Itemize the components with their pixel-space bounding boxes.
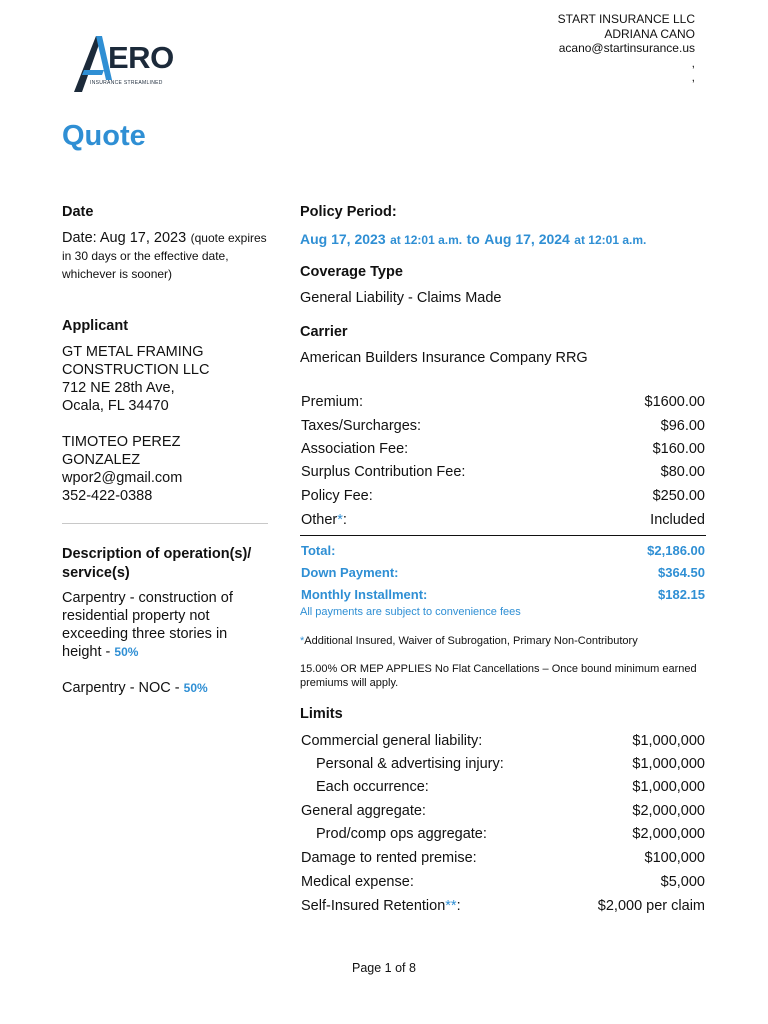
limit-value: $100,000 <box>644 850 705 866</box>
coverage-value: General Liability - Claims Made <box>300 290 502 306</box>
fee-row-association <box>301 441 705 457</box>
fee-value: $80.00 <box>660 464 705 480</box>
operation-text: Carpentry - NOC - <box>62 680 180 696</box>
contact-line: GONZALEZ <box>62 452 141 468</box>
other-label: Other <box>301 512 338 528</box>
carrier-heading: Carrier <box>300 324 348 340</box>
limit-label <box>301 898 461 914</box>
fee-label: Policy Fee: <box>301 488 373 504</box>
footnote-star: * <box>300 635 305 647</box>
policy-end: Aug 17, 2024 <box>484 231 570 247</box>
limit-value: $2,000 per claim <box>597 898 705 914</box>
policy-period-heading: Policy Period: <box>300 204 397 220</box>
agency-block <box>558 12 695 85</box>
applicant-line: 712 NE 28th Ave, <box>62 380 175 396</box>
limit-row <box>301 733 705 749</box>
limit-label: Each occurrence: <box>316 779 429 795</box>
total-row <box>301 543 705 558</box>
aero-logo <box>72 34 182 94</box>
limit-value: $1,000,000 <box>632 779 705 795</box>
agency-email: acano@startinsurance.us <box>558 41 695 55</box>
page-number: Page 1 of 8 <box>352 961 416 975</box>
total-value: $2,186.00 <box>647 543 705 558</box>
limit-value: $5,000 <box>660 874 705 890</box>
monthly-installment-value: $182.15 <box>658 587 705 602</box>
operation-item <box>62 589 262 661</box>
applicant-contact <box>62 433 272 505</box>
operation-text: Carpentry - construction of residential property not exceeding three stories in height - <box>62 590 233 660</box>
limit-label: Commercial general liability: <box>301 733 483 749</box>
sir-colon: : <box>456 898 461 914</box>
operations-heading: Description of operation(s)/ service(s) <box>62 546 252 581</box>
limit-value: $1,000,000 <box>632 756 705 772</box>
policy-to: to <box>466 231 480 247</box>
applicant-line: Ocala, FL 34470 <box>62 398 169 414</box>
down-payment-row <box>301 565 705 580</box>
fee-value: $96.00 <box>660 418 705 434</box>
fee-row-other <box>301 512 705 528</box>
fee-value: Included <box>650 512 705 528</box>
applicant-address <box>62 343 272 415</box>
limit-label: Personal & advertising injury: <box>316 756 504 772</box>
limit-row <box>301 850 705 866</box>
fee-label: Taxes/Surcharges: <box>301 418 422 434</box>
logo-wordmark: ERO <box>108 40 174 75</box>
agency-line5: , <box>691 70 695 84</box>
limit-row <box>301 826 705 842</box>
applicant-heading: Applicant <box>62 318 129 334</box>
limit-label: General aggregate: <box>301 803 426 819</box>
agency-agent: ADRIANA CANO <box>604 26 695 41</box>
applicant-email: wpor2@gmail.com <box>62 470 183 486</box>
limit-value: $2,000,000 <box>632 826 705 842</box>
down-payment-label: Down Payment: <box>301 565 399 580</box>
logo-tagline: INSURANCE STREAMLINED <box>90 80 163 86</box>
carrier-value: American Builders Insurance Company RRG <box>300 350 588 366</box>
footnote-additional <box>300 635 638 647</box>
footnote-text: Additional Insured, Waiver of Subrogation, Primary Non-Contributory <box>304 635 638 647</box>
agency-line4: , <box>691 55 695 70</box>
applicant-line: CONSTRUCTION LLC <box>62 362 210 378</box>
down-payment-value: $364.50 <box>658 565 705 580</box>
agency-company: START INSURANCE LLC <box>557 12 695 26</box>
limit-row <box>301 756 705 772</box>
date-block <box>62 229 268 283</box>
policy-start-time: at 12:01 a.m. <box>390 233 463 247</box>
applicant-line: GT METAL FRAMING <box>62 344 204 360</box>
operation-pct: 50% <box>183 681 208 695</box>
sir-stars: ** <box>445 898 457 914</box>
fee-row-taxes <box>301 418 705 434</box>
total-divider <box>300 535 706 536</box>
fee-label: Association Fee: <box>301 441 409 457</box>
footnote-cancellation: 15.00% OR MEP APPLIES No Flat Cancellations – Once bound minimum earned premiums will apply. <box>300 663 697 689</box>
fee-label: Surplus Contribution Fee: <box>301 464 466 480</box>
operation-pct: 50% <box>114 645 139 659</box>
fee-row-surplus <box>301 464 705 480</box>
limit-value: $2,000,000 <box>632 803 705 819</box>
limit-value: $1,000,000 <box>632 733 705 749</box>
contact-line: TIMOTEO PEREZ <box>62 434 181 450</box>
limits-heading: Limits <box>300 706 343 722</box>
date-heading: Date <box>62 204 94 220</box>
limit-row <box>301 803 705 819</box>
coverage-heading: Coverage Type <box>300 264 403 280</box>
other-colon: : <box>342 512 347 528</box>
monthly-installment-row <box>301 587 705 602</box>
sir-label: Self-Insured Retention <box>301 898 446 914</box>
monthly-installment-label: Monthly Installment: <box>301 587 428 602</box>
page-title: Quote <box>62 120 146 152</box>
limit-label: Prod/comp ops aggregate: <box>316 826 487 842</box>
policy-end-time: at 12:01 a.m. <box>574 233 647 247</box>
date-note: (quote expires in 30 days or the effective date, whichever is sooner) <box>62 231 267 281</box>
limit-label: Damage to rented premise: <box>301 850 477 866</box>
limit-label: Medical expense: <box>301 874 414 890</box>
fee-label <box>301 512 347 528</box>
limit-row <box>301 779 705 795</box>
fee-row-policy <box>301 488 705 504</box>
fee-value: $160.00 <box>652 441 705 457</box>
fee-row-premium <box>301 394 705 410</box>
left-divider <box>62 523 268 524</box>
operation-item <box>62 679 272 697</box>
limit-row <box>301 874 705 890</box>
date-value: Date: Aug 17, 2023 <box>62 230 187 246</box>
total-label: Total: <box>301 543 336 558</box>
other-star: * <box>337 512 343 528</box>
fee-label: Premium: <box>301 394 364 410</box>
policy-period-value <box>300 231 706 249</box>
policy-start: Aug 17, 2023 <box>300 231 386 247</box>
fee-value: $250.00 <box>652 488 705 504</box>
convenience-note: All payments are subject to convenience fees <box>300 606 521 618</box>
applicant-phone: 352-422-0388 <box>62 488 153 504</box>
limit-row-sir <box>301 898 705 914</box>
fee-value: $1600.00 <box>644 394 705 410</box>
